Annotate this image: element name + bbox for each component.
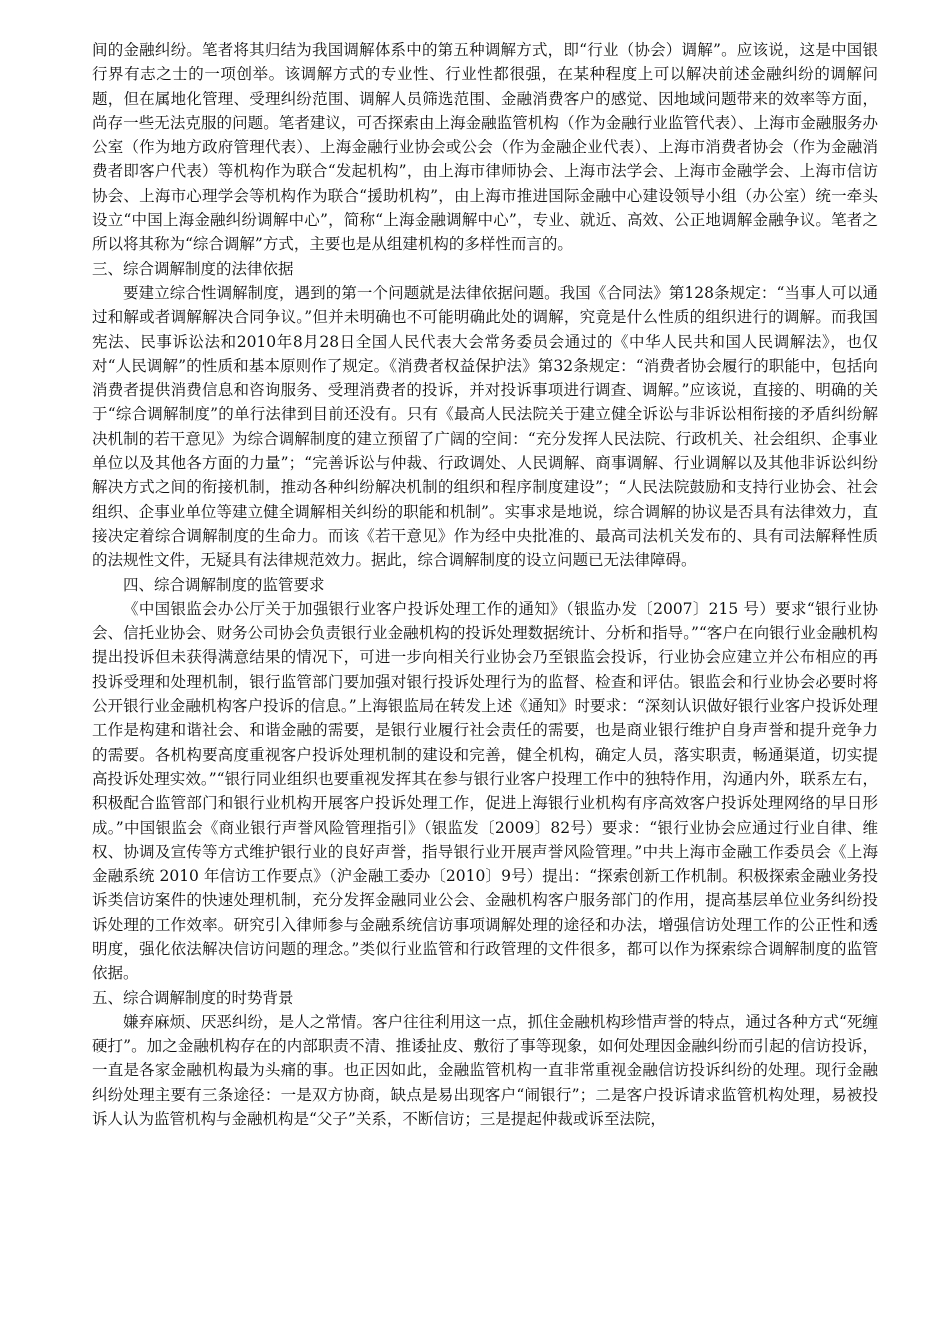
paragraph-background: 嫌弃麻烦、厌恶纠纷，是人之常情。客户往往利用这一点，抓住金融机构珍惜声誉的特点，通过各种方式“死缠硬打”。加之金融机构存在的内部职责不清、推诿扯皮、敷衍了事等现象，如何处理因金融纠纷而引起的信访投诉，一直是各家金融机构最为头痛的事。也正因如此，金融监管机构一直非常重视金融信访投诉纠纷的处理。现行金融纠纷处理主要有三条途径：一是双方协商，缺点是易出现客户“闹银行”；二是客户投诉请求监管机构处理，易被投诉人认为监管机构与金融机构是“父子”关系，不断信访；三是提起仲裁或诉至法院，	[92, 1012, 878, 1129]
paragraph-intro-continued: 间的金融纠纷。笔者将其归结为我国调解体系中的第五种调解方式，即“行业（协会）调解”。应该说，这是中国银行界有志之士的一项创举。该调解方式的专业性、行业性都很强，在某种程度上可以解决前述金融纠纷的调解问题，但在属地化管理、受理纠纷范围、调解人员筛选范围、金融消费客户的感觉、因地域问题带来的效率等方面，尚存一些无法克服的问题。笔者建议，可否探索由上海金融监管机构（作为金融行业监管代表）、上海市金融服务办公室（作为地方政府管理代表）、上海金融行业协会或公会（作为金融企业代表）、上海市消费者协会（作为金融消费者即客户代表）等机构作为联合“发起机构”，由上海市律师协会、上海市法学会、上海市金融学会、上海市信访协会、上海市心理学会等机构作为联合“援助机构”，由上海市推进国际金融中心建设领导小组（办公室）统一牵头设立“中国上海金融纠纷调解中心”，简称“上海金融调解中心”，专业、就近、高效、公正地调解金融争议。笔者之所以将其称为“综合调解”方式，主要也是从组建机构的多样性而言的。	[92, 41, 878, 254]
section-heading-5: 五、综合调解制度的时势背景	[92, 988, 294, 1007]
paragraph-regulatory-requirements: 《中国银监会办公厅关于加强银行业客户投诉处理工作的通知》（银监办发〔2007〕215 号）要求“银行业协会、信托业协会、财务公司协会负责银行业金融机构的投诉处理数据统计、分析和指导。”“客户在向银行业金融机构提出投诉但未获得满意结果的情况下，可进一步向相关行业协会乃至银监会投诉，行业协会应建立并公布相应的再投诉受理和处理机制，银行监管部门要加强对银行投诉处理行为的监督、检查和评估。银监会和行业协会必要时将公开银行业金融机构客户投诉的信息。”上海银监局在转发上述《通知》时要求：“深刻认识做好银行业客户投诉处理工作是构建和谐社会、和谐金融的需要，是银行业履行社会责任的需要，也是商业银行维护自身声誉和提升竞争力的需要。各机构要高度重视客户投诉处理机制的建设和完善，健全机构，确定人员，落实职责，畅通渠道，切实提高投诉处理实效。”“银行同业组织也要重视发挥其在参与银行业客户投理工作中的独特作用，沟通内外，联系左右，积极配合监管部门和银行业机构开展客户投诉处理工作，促进上海银行业机构有序高效客户投诉处理网络的早日形成。”中国银监会《商业银行声誉风险管理指引》（银监发〔2009〕82号）要求：“银行业协会应通过行业自律、维权、协调及宣传等方式维护银行业的良好声誉，指导银行业开展声誉风险管理。”中共上海市金融工作委员会《上海金融系统 2010 年信访工作要点》（沪金融工委办〔2010〕9号）提出：“探索创新工作机制。积极探索金融业务投诉类信访案件的快速处理机制，充分发挥金融同业公会、金融机构客户服务部门的作用，提高基层单位业务纠纷投诉处理的工作效率。研究引入律师参与金融系统信访事项调解处理的途径和办法，增强信访处理工作的公正性和透明度，强化依法解决信访问题的理念。”类似行业监管和行政管理的文件很多，都可以作为探索综合调解制度的监管依据。	[92, 599, 878, 983]
section-heading-4: 四、综合调解制度的监管要求	[123, 575, 325, 594]
section-heading-3: 三、综合调解制度的法律依据	[92, 259, 294, 278]
paragraph-legal-basis: 要建立综合性调解制度，遇到的第一个问题就是法律依据问题。我国《合同法》第128条规定：“当事人可以通过和解或者调解解决合同争议。”但并未明确也不可能明确此处的调解，究竟是什么性质的组织进行的调解。而我国宪法、民事诉讼法和2010年8月28日全国人民代表大会常务委员会通过的《中华人民共和国人民调解法》，也仅对“人民调解”的性质和基本原则作了规定。《消费者权益保护法》第32条规定：“消费者协会履行的职能中，包括向消费者提供消费信息和咨询服务、受理消费者的投诉，并对投诉事项进行调查、调解。”应该说，直接的、明确的关于“综合调解制度”的单行法律到目前还没有。只有《最高人民法院关于建立健全诉讼与非诉讼相衔接的矛盾纠纷解决机制的若干意见》为综合调解制度的建立预留了广阔的空间：“充分发挥人民法院、行政机关、社会组织、企事业单位以及其他各方面的力量”；“完善诉讼与仲裁、行政调处、人民调解、商事调解、行业调解以及其他非诉讼纠纷解决方式之间的衔接机制，推动各种纠纷解决机制的组织和程序制度建设”；“人民法院鼓励和支持行业协会、社会组织、企事业单位等建立健全调解相关纠纷的职能和机制”。实事求是地说，综合调解的协议是否具有法律效力，直接决定着综合调解制度的生命力。而该《若干意见》作为经中央批准的、最高司法机关发布的、具有司法解释性质的法规性文件，无疑具有法律规范效力。据此，综合调解制度的设立问题已无法律障碍。	[92, 283, 878, 570]
